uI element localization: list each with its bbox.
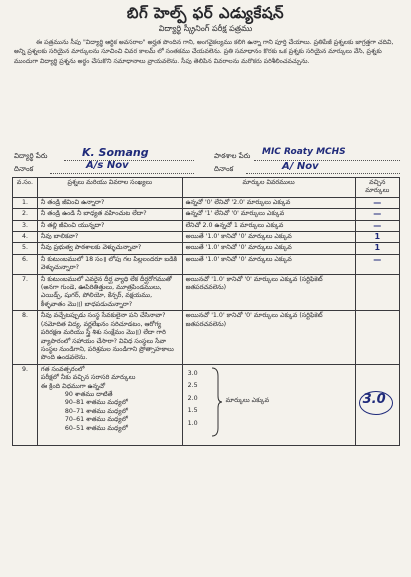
row-marks-details: అయినచో '1.0' కానిచో '0' మార్కులు ఎక్కువ (సర్టిఫికెట్ జతపరచవలెను): [182, 274, 355, 311]
student-name-line: [64, 160, 194, 161]
school-date-value[interactable]: A/ Nov: [282, 161, 319, 172]
school-date-label: దినాంక: [214, 165, 234, 173]
row-number: 7.: [13, 274, 38, 311]
school-date-line: [246, 173, 400, 174]
table-row: [13, 364, 400, 445]
form-subtitle: విద్యార్థి స్క్రీనింగ్ పరీక్ష పత్రము: [158, 24, 253, 33]
scale-caption: మార్కులు ఎక్కువ: [225, 396, 270, 404]
header-marks-details: మార్కుల వివరములు: [182, 178, 355, 198]
row-question: నీ కుటుంబములో ఎవరైన దీర్ఘ వ్యాధి లేక దీర్ఘరోగముతో (అనగా గుండె, ఊపిరితిత్తులు, మూత్రపిండములు, ఎయిడ్స్, షుగర్, పోలియో, కేన్సర్, వక్షయము, కీళ్ళవాతం మొ॥) బాధపడుచున్నారా?: [37, 274, 182, 311]
row-question: నీ తండ్రి ఉండి నీ బాధ్యత వహించుట లేదా?: [37, 209, 182, 220]
instructions-paragraph: ఈ పత్రమును సీపు "విద్యార్థి ఆర్థిక అవసరాల" అర్హత పొందిన గాని, అంగవైకల్యము కలిగి ఉన్నా గాని పూర్తి చేయాలు. ప్రతిపేజీ ప్రశ్నలకు జాగ్రత్తగా చదివి, అన్ని ప్రశ్నలకు సరియైన మార్కులను సూచించి చివర కాలమ్ లో సంతకము చేయవలెను. ప్రతి సమాధానం కొరకు ఒక ప్రశ్నకు సరియైన మార్కులు వేసి, ప్రశ్నకు ముందుగా విద్యార్థి ప్రశ్నను అర్థం చేసుకొని సమాధానాలు వ్రాయవలెను. సీపు తెలిపిన వివరాలను మరొకరు పరిశీలించవచ్చును.: [14, 39, 394, 65]
row-question: నీ తల్లి జీవించి యున్నదా?: [37, 220, 182, 231]
row-number: 1.: [13, 197, 38, 208]
grade-line: ఈ క్రింది విధముగా ఉన్నచో: [40, 382, 106, 390]
row-number: 2.: [13, 209, 38, 220]
table-row: [13, 209, 400, 220]
grade-line: 60–51 శాతము మధ్యలో: [64, 424, 128, 432]
table-row: [13, 220, 400, 231]
scale-value: 1.5: [187, 407, 198, 415]
row-marks-details: ఉన్నచో '1' లేనిచో '0' మార్కులు ఎక్కువ: [182, 209, 355, 220]
screening-table: [12, 177, 400, 446]
school-name-line: [254, 160, 400, 161]
student-date-value[interactable]: A/s Nov: [86, 160, 129, 171]
row-marks-details: అయితే '1.0' కానిచో '0' మార్కులు ఎక్కువ: [182, 243, 355, 254]
row-question: నీ తండ్రి జీవించి ఉన్నారా?: [37, 197, 182, 208]
grade-line: 70–61 శాతము మధ్యలో: [64, 416, 128, 424]
student-date-label: దినాంక: [14, 165, 34, 173]
row-score-cell[interactable]: [355, 364, 399, 445]
table-header-row: [13, 178, 400, 198]
table-row: [13, 254, 400, 274]
row-marks-details: అయితే '1.0' కానిచో '0' మార్కులు ఎక్కువ: [182, 254, 355, 274]
grade-line: 90–81 శాతము మధ్యలో: [64, 399, 128, 407]
row-number: 8.: [13, 311, 38, 364]
row-marks-details: అయినచో '1.0' కానిచో '0' మార్కులు ఎక్కువ (సర్టిఫికెట్ జతపరచవలెను): [182, 311, 355, 364]
table-row: [13, 232, 400, 243]
table-row: [13, 311, 400, 364]
row-question: నీవు ప్రభుత్వ పాఠశాలకు వెళ్ళుచున్నావా?: [37, 243, 182, 254]
table-row: [13, 274, 400, 311]
row-number: 5.: [13, 243, 38, 254]
row-score[interactable]: 1: [355, 243, 399, 254]
student-name-value[interactable]: K. Somang: [82, 146, 149, 159]
student-name-label: విద్యార్థి పేరు: [14, 152, 48, 160]
scale-value: 1.0: [187, 419, 198, 427]
row-score[interactable]: [355, 274, 399, 311]
marks-scale-list: [188, 368, 198, 431]
scale-value: 3.0: [187, 369, 198, 377]
scale-value: 2.5: [187, 382, 198, 390]
row-score[interactable]: —: [355, 197, 399, 208]
row-number: 4.: [13, 232, 38, 243]
row-score[interactable]: 3.0: [362, 391, 386, 407]
header-obtained: వచ్చిన మార్కులు: [355, 178, 399, 198]
row-marks-details: అయితే '1.0' కానిచో '0' మార్కులు ఎక్కువ: [182, 232, 355, 243]
school-name-value[interactable]: MIC Roaty MCHS: [262, 147, 346, 157]
row-score[interactable]: —: [355, 254, 399, 274]
student-date-line: [50, 173, 194, 174]
row-marks-details: లేనిచో 2.0 ఉన్నచో 1 మార్కులు ఎక్కువ: [182, 220, 355, 231]
row-score[interactable]: [355, 311, 399, 364]
row-score[interactable]: 1: [355, 232, 399, 243]
row-score[interactable]: —: [355, 209, 399, 220]
grade-line: పరీక్షలో నీకు వచ్చిన సరాసరి మార్కులు: [40, 374, 136, 382]
grade-line: 80–71 శాతము మధ్యలో: [64, 407, 128, 415]
header-question: ప్రశ్నలు మరియు వివరాల సంఖ్యలు: [37, 178, 182, 198]
table-row: [13, 197, 400, 208]
row-number: 6.: [13, 254, 38, 274]
header-serial: వ.సం.: [13, 178, 38, 198]
form-title: బిగ్ హెల్ప్ ఫర్ ఎడ్యుకేషన్: [126, 4, 285, 22]
brace-icon: [210, 366, 222, 438]
row-number: 3.: [13, 220, 38, 231]
grade-line: 90 శాతము దాటితే: [64, 390, 113, 398]
row-marks-scale: [182, 364, 355, 445]
scale-value: 2.0: [187, 394, 198, 402]
row-question-grades: [37, 364, 182, 445]
grade-line: గత సంవత్సరంలో: [40, 365, 85, 373]
row-marks-details: ఉన్నచో '0' లేనిచో '2.0' మార్కులు ఎక్కువ: [182, 197, 355, 208]
row-score[interactable]: —: [355, 220, 399, 231]
table-row: [13, 243, 400, 254]
row-question: నీ కుటుంబములో 18 సం॥ లోపు గల పిల్లలందరూ బడికి వెళ్ళుచున్నారా?: [37, 254, 182, 274]
row-question: నీవు బాలికవా?: [37, 232, 182, 243]
row-question: నీవు వచ్చేటప్పుడు సంస్థ సేవకులైనా పని చేసినావా? (నమోదిత విద్య, వర్ణలేఖనం సరిచూడటం, ఆరోగ్య పరిరక్షణ మరియు స్త్రీ శిశు సంక్షేమం మొ॥) లేదా గారి వ్యాపారంలో సహాయం చేసారా? వివిధ సంస్థలు సేవా సంస్థల నుండిగాని, పరిశ్రమల నుండిగాని ప్రోత్సాహకాలు పొంది ఉండవలెను.: [37, 311, 182, 364]
row-number: 9.: [13, 364, 38, 445]
school-name-label: పాఠశాల పేరు: [214, 152, 251, 160]
